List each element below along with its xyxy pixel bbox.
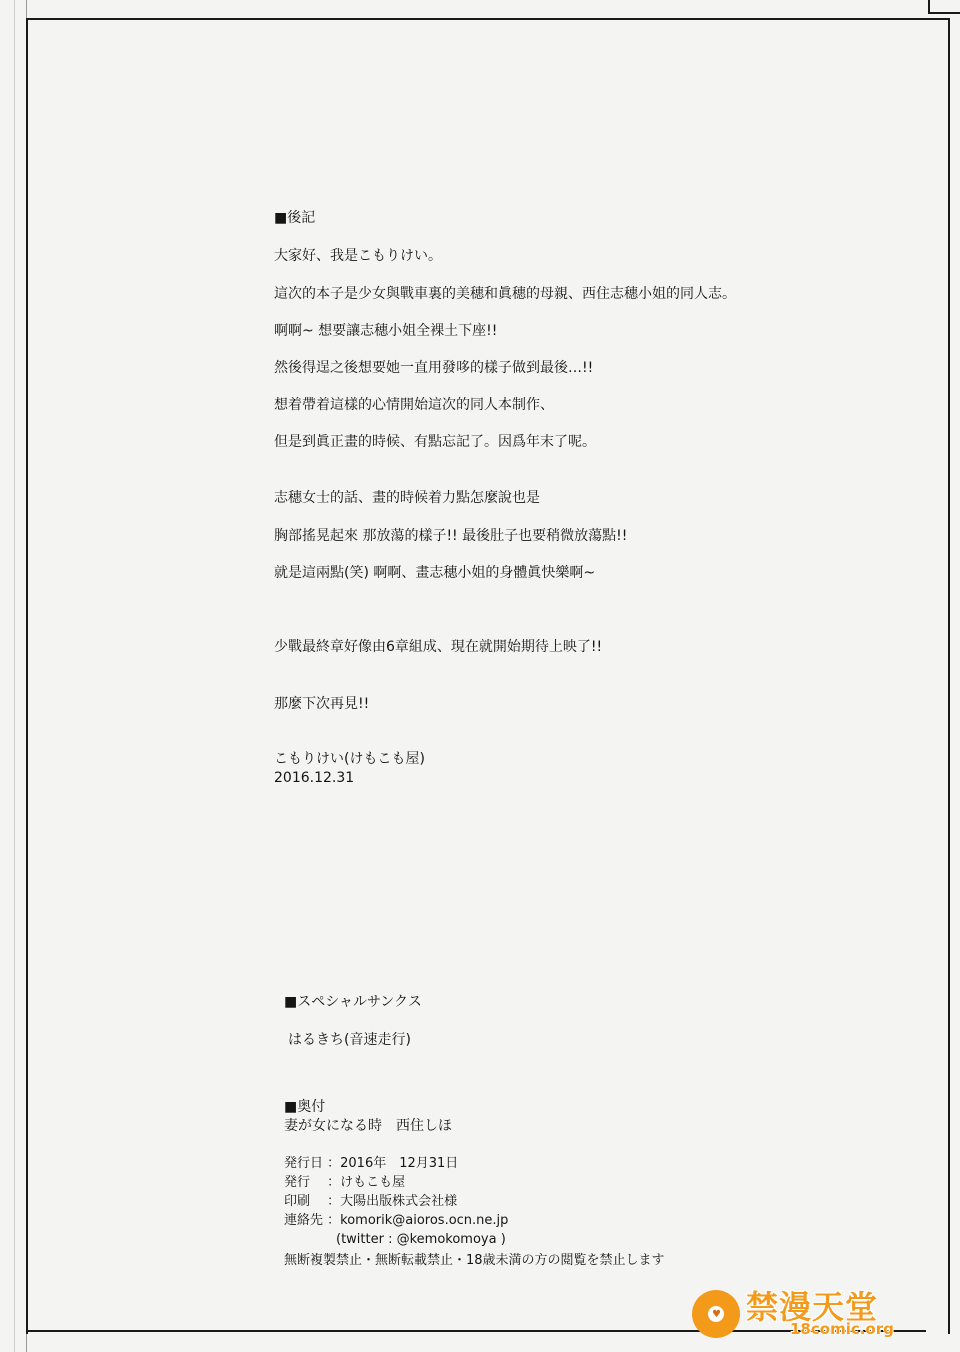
colophon-notice: 無断複製禁止・無断転載禁止・18歳未満の方の閲覧を禁止します xyxy=(284,1253,665,1268)
afterword-line: 胸部搖晃起來 那放蕩的樣子!! 最後肚子也要稍微放蕩點!! xyxy=(274,528,628,544)
mascot-icon xyxy=(692,1290,740,1338)
afterword-date: 2016.12.31 xyxy=(274,770,355,786)
colophon-row: 発行日 ：2016年 12月31日 xyxy=(284,1156,459,1171)
afterword-line: 那麼下次再見!! xyxy=(274,696,370,712)
afterword-line: 但是到眞正畫的時候、有點忘記了。因爲年末了呢。 xyxy=(274,434,596,450)
page-left-edge xyxy=(0,0,27,1352)
watermark-site: 18comic.org xyxy=(790,1320,894,1338)
page-frame xyxy=(26,18,950,1334)
afterword-line: 大家好、我是こもりけい。 xyxy=(274,248,442,264)
edge-wave xyxy=(6,0,15,1352)
colophon-row: 印刷 ：大陽出版株式会社様 xyxy=(284,1194,458,1209)
afterword-line: 啊啊~ 想要讓志穗小姐全裸土下座!! xyxy=(274,323,498,339)
watermark-logo xyxy=(692,1280,922,1342)
thanks-heading: ■スペシャルサンクス xyxy=(284,994,422,1010)
watermark-brand: 禁漫天堂 xyxy=(746,1288,879,1326)
afterword-line: 這次的本子是少女與戰車裏的美穗和眞穗的母親、西住志穗小姐的同人志。 xyxy=(274,286,736,302)
colophon-row: (twitter : @kemokomoya ) xyxy=(284,1232,506,1247)
colophon-row: 発行 ：けもこも屋 xyxy=(284,1175,406,1190)
afterword-heading: ■後記 xyxy=(274,210,316,226)
colophon-title: 妻が女になる時 西住しほ xyxy=(284,1118,452,1134)
afterword-line: 然後得逞之後想要她一直用發哆的樣子做到最後…!! xyxy=(274,360,594,376)
frame-corner xyxy=(928,0,960,14)
afterword-line: 志穗女士的話、畫的時候着力點怎麼說也是 xyxy=(274,490,540,506)
afterword-line: 想着帶着這樣的心情開始這次的同人本制作、 xyxy=(274,397,554,413)
afterword-line: 少戰最終章好像由6章組成、現在就開始期待上映了!! xyxy=(274,639,603,655)
colophon-row: 連絡先 ：komorik@aioros.ocn.ne.jp xyxy=(284,1213,509,1228)
afterword-line: 就是這兩點(笑) 啊啊、畫志穗小姐的身體眞快樂啊~ xyxy=(274,565,596,581)
thanks-name: はるきち(音速走行) xyxy=(288,1032,411,1048)
colophon-heading: ■奥付 xyxy=(284,1099,326,1115)
afterword-signature: こもりけい(けもこも屋) xyxy=(274,751,425,767)
heart-icon: ♥ xyxy=(712,1309,721,1320)
